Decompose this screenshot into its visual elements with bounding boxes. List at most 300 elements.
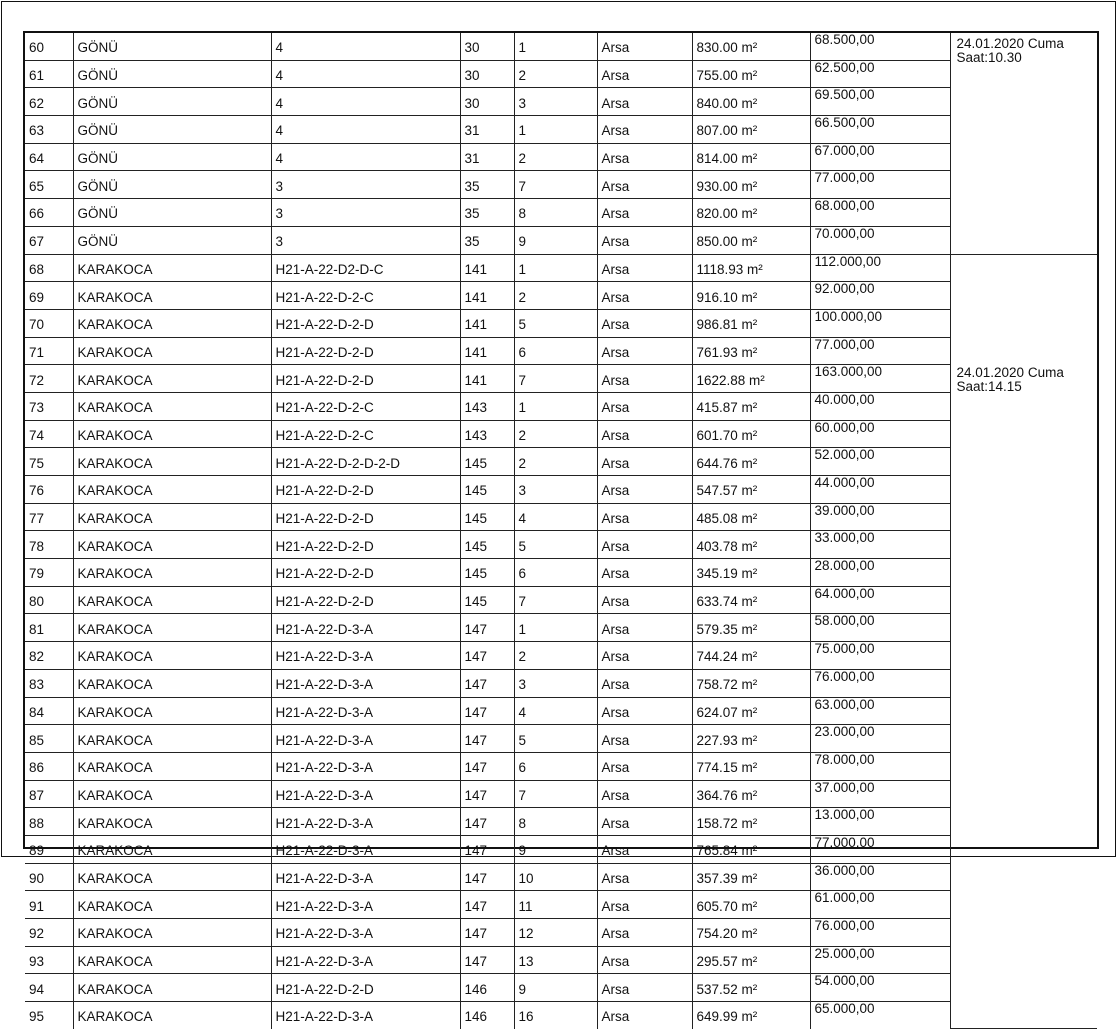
block-cell: 147 xyxy=(460,642,514,670)
price-cell: 62.500,00 xyxy=(810,60,950,88)
table-row xyxy=(25,226,1097,254)
type-cell: Arsa xyxy=(597,226,692,254)
map-sheet-cell: 4 xyxy=(271,33,460,60)
block-cell: 147 xyxy=(460,752,514,780)
map-sheet-cell: H21-A-22-D-3-A xyxy=(271,642,460,670)
map-sheet-cell: H21-A-22-D-3-A xyxy=(271,780,460,808)
parcel-cell: 7 xyxy=(514,365,597,393)
map-sheet-cell: 4 xyxy=(271,88,460,116)
area-cell: 1622.88 m² xyxy=(692,365,810,393)
type-cell: Arsa xyxy=(597,808,692,836)
neighborhood-cell: KARAKOCA xyxy=(73,974,271,1002)
neighborhood-cell: KARAKOCA xyxy=(73,254,271,282)
table-row xyxy=(25,614,1097,642)
table-row xyxy=(25,725,1097,753)
price-cell: 163.000,00 xyxy=(810,365,950,393)
price-cell: 66.500,00 xyxy=(810,116,950,144)
price-cell: 76.000,00 xyxy=(810,919,950,947)
area-cell: 754.20 m² xyxy=(692,919,810,947)
area-cell: 547.57 m² xyxy=(692,476,810,504)
table-row xyxy=(25,503,1097,531)
area-cell: 403.78 m² xyxy=(692,531,810,559)
neighborhood-cell: KARAKOCA xyxy=(73,669,271,697)
price-cell: 100.000,00 xyxy=(810,309,950,337)
map-sheet-cell: H21-A-22-D-2-C xyxy=(271,392,460,420)
table-row xyxy=(25,199,1097,227)
parcel-cell: 5 xyxy=(514,531,597,559)
table-row xyxy=(25,116,1097,144)
type-cell: Arsa xyxy=(597,309,692,337)
price-cell: 70.000,00 xyxy=(810,226,950,254)
auction-table-sheet xyxy=(23,31,1099,1025)
area-cell: 415.87 m² xyxy=(692,392,810,420)
row-number: 66 xyxy=(25,199,73,227)
row-number: 91 xyxy=(25,891,73,919)
area-cell: 930.00 m² xyxy=(692,171,810,199)
row-number: 71 xyxy=(25,337,73,365)
table-row xyxy=(25,282,1097,310)
neighborhood-cell: KARAKOCA xyxy=(73,337,271,365)
neighborhood-cell: KARAKOCA xyxy=(73,365,271,393)
area-cell: 1118.93 m² xyxy=(692,254,810,282)
neighborhood-cell: KARAKOCA xyxy=(73,780,271,808)
map-sheet-cell: 4 xyxy=(271,116,460,144)
price-cell: 69.500,00 xyxy=(810,88,950,116)
neighborhood-cell: KARAKOCA xyxy=(73,808,271,836)
price-cell: 28.000,00 xyxy=(810,559,950,587)
parcel-cell: 1 xyxy=(514,392,597,420)
parcel-cell: 2 xyxy=(514,642,597,670)
type-cell: Arsa xyxy=(597,863,692,891)
price-cell: 33.000,00 xyxy=(810,531,950,559)
parcel-cell: 1 xyxy=(514,33,597,60)
type-cell: Arsa xyxy=(597,835,692,863)
map-sheet-cell: 4 xyxy=(271,143,460,171)
map-sheet-cell: H21-A-22-D-3-A xyxy=(271,863,460,891)
price-cell: 68.500,00 xyxy=(810,33,950,60)
block-cell: 147 xyxy=(460,808,514,836)
table-row xyxy=(25,420,1097,448)
row-number: 74 xyxy=(25,420,73,448)
neighborhood-cell: GÖNÜ xyxy=(73,60,271,88)
area-cell: 649.99 m² xyxy=(692,1002,810,1029)
type-cell: Arsa xyxy=(597,254,692,282)
type-cell: Arsa xyxy=(597,919,692,947)
block-cell: 35 xyxy=(460,171,514,199)
price-cell: 67.000,00 xyxy=(810,143,950,171)
row-number: 90 xyxy=(25,863,73,891)
table-row xyxy=(25,808,1097,836)
block-cell: 147 xyxy=(460,946,514,974)
parcel-cell: 3 xyxy=(514,669,597,697)
map-sheet-cell: H21-A-22-D-3-A xyxy=(271,891,460,919)
type-cell: Arsa xyxy=(597,891,692,919)
neighborhood-cell: KARAKOCA xyxy=(73,752,271,780)
type-cell: Arsa xyxy=(597,503,692,531)
map-sheet-cell: H21-A-22-D-3-A xyxy=(271,835,460,863)
area-cell: 357.39 m² xyxy=(692,863,810,891)
block-cell: 145 xyxy=(460,559,514,587)
neighborhood-cell: KARAKOCA xyxy=(73,697,271,725)
block-cell: 141 xyxy=(460,282,514,310)
parcel-cell: 1 xyxy=(514,614,597,642)
map-sheet-cell: H21-A-22-D-2-D xyxy=(271,559,460,587)
neighborhood-cell: KARAKOCA xyxy=(73,476,271,504)
type-cell: Arsa xyxy=(597,420,692,448)
area-cell: 807.00 m² xyxy=(692,116,810,144)
table-row xyxy=(25,1002,1097,1029)
type-cell: Arsa xyxy=(597,614,692,642)
row-number: 94 xyxy=(25,974,73,1002)
price-cell: 65.000,00 xyxy=(810,1002,950,1029)
price-cell: 58.000,00 xyxy=(810,614,950,642)
row-number: 60 xyxy=(25,33,73,60)
neighborhood-cell: GÖNÜ xyxy=(73,143,271,171)
block-cell: 146 xyxy=(460,1002,514,1029)
map-sheet-cell: H21-A-22-D2-D-C xyxy=(271,254,460,282)
block-cell: 145 xyxy=(460,448,514,476)
area-cell: 633.74 m² xyxy=(692,586,810,614)
neighborhood-cell: GÖNÜ xyxy=(73,88,271,116)
parcel-cell: 5 xyxy=(514,309,597,337)
parcel-cell: 4 xyxy=(514,503,597,531)
parcel-cell: 1 xyxy=(514,116,597,144)
map-sheet-cell: H21-A-22-D-2-D xyxy=(271,531,460,559)
price-cell: 76.000,00 xyxy=(810,669,950,697)
price-cell: 54.000,00 xyxy=(810,974,950,1002)
area-cell: 814.00 m² xyxy=(692,143,810,171)
price-cell: 77.000,00 xyxy=(810,835,950,863)
map-sheet-cell: 3 xyxy=(271,199,460,227)
neighborhood-cell: KARAKOCA xyxy=(73,531,271,559)
area-cell: 364.76 m² xyxy=(692,780,810,808)
row-number: 89 xyxy=(25,835,73,863)
table-row xyxy=(25,835,1097,863)
row-number: 95 xyxy=(25,1002,73,1029)
block-cell: 145 xyxy=(460,476,514,504)
neighborhood-cell: KARAKOCA xyxy=(73,835,271,863)
area-cell: 601.70 m² xyxy=(692,420,810,448)
block-cell: 143 xyxy=(460,392,514,420)
block-cell: 35 xyxy=(460,226,514,254)
row-number: 64 xyxy=(25,143,73,171)
parcel-cell: 9 xyxy=(514,974,597,1002)
area-cell: 765.84 m² xyxy=(692,835,810,863)
price-cell: 68.000,00 xyxy=(810,199,950,227)
type-cell: Arsa xyxy=(597,642,692,670)
parcel-cell: 2 xyxy=(514,448,597,476)
parcel-cell: 1 xyxy=(514,254,597,282)
block-cell: 30 xyxy=(460,60,514,88)
type-cell: Arsa xyxy=(597,780,692,808)
row-number: 61 xyxy=(25,60,73,88)
block-cell: 141 xyxy=(460,254,514,282)
block-cell: 145 xyxy=(460,503,514,531)
area-cell: 624.07 m² xyxy=(692,697,810,725)
auction-date: 24.01.2020 Cuma xyxy=(956,36,1064,51)
area-cell: 644.76 m² xyxy=(692,448,810,476)
table-row xyxy=(25,60,1097,88)
neighborhood-cell: KARAKOCA xyxy=(73,586,271,614)
type-cell: Arsa xyxy=(597,476,692,504)
table-row xyxy=(25,919,1097,947)
parcel-cell: 7 xyxy=(514,780,597,808)
price-cell: 23.000,00 xyxy=(810,725,950,753)
price-cell: 44.000,00 xyxy=(810,476,950,504)
parcel-cell: 8 xyxy=(514,199,597,227)
neighborhood-cell: KARAKOCA xyxy=(73,614,271,642)
parcel-cell: 2 xyxy=(514,60,597,88)
table-row xyxy=(25,586,1097,614)
row-number: 69 xyxy=(25,282,73,310)
table-row xyxy=(25,143,1097,171)
neighborhood-cell: KARAKOCA xyxy=(73,863,271,891)
neighborhood-cell: KARAKOCA xyxy=(73,1002,271,1029)
parcel-cell: 11 xyxy=(514,891,597,919)
table-row xyxy=(25,863,1097,891)
neighborhood-cell: KARAKOCA xyxy=(73,392,271,420)
row-number: 65 xyxy=(25,171,73,199)
type-cell: Arsa xyxy=(597,171,692,199)
map-sheet-cell: H21-A-22-D-2-D xyxy=(271,309,460,337)
auction-date-cell xyxy=(950,33,1097,254)
area-cell: 345.19 m² xyxy=(692,559,810,587)
map-sheet-cell: H21-A-22-D-3-A xyxy=(271,752,460,780)
parcel-cell: 12 xyxy=(514,919,597,947)
row-number: 78 xyxy=(25,531,73,559)
map-sheet-cell: 3 xyxy=(271,226,460,254)
table-row xyxy=(25,642,1097,670)
area-cell: 830.00 m² xyxy=(692,33,810,60)
parcel-cell: 10 xyxy=(514,863,597,891)
type-cell: Arsa xyxy=(597,586,692,614)
price-cell: 92.000,00 xyxy=(810,282,950,310)
parcel-cell: 2 xyxy=(514,143,597,171)
table-row xyxy=(25,697,1097,725)
neighborhood-cell: KARAKOCA xyxy=(73,946,271,974)
row-number: 88 xyxy=(25,808,73,836)
table-row xyxy=(25,531,1097,559)
area-cell: 820.00 m² xyxy=(692,199,810,227)
table-row xyxy=(25,337,1097,365)
row-number: 75 xyxy=(25,448,73,476)
area-cell: 485.08 m² xyxy=(692,503,810,531)
map-sheet-cell: H21-A-22-D-3-A xyxy=(271,614,460,642)
table-row xyxy=(25,392,1097,420)
neighborhood-cell: KARAKOCA xyxy=(73,725,271,753)
parcel-cell: 7 xyxy=(514,586,597,614)
type-cell: Arsa xyxy=(597,337,692,365)
table-row xyxy=(25,309,1097,337)
neighborhood-cell: KARAKOCA xyxy=(73,282,271,310)
map-sheet-cell: H21-A-22-D-2-D xyxy=(271,974,460,1002)
row-number: 87 xyxy=(25,780,73,808)
area-cell: 840.00 m² xyxy=(692,88,810,116)
type-cell: Arsa xyxy=(597,392,692,420)
map-sheet-cell: H21-A-22-D-2-D xyxy=(271,476,460,504)
block-cell: 146 xyxy=(460,974,514,1002)
type-cell: Arsa xyxy=(597,669,692,697)
parcel-cell: 7 xyxy=(514,171,597,199)
type-cell: Arsa xyxy=(597,448,692,476)
block-cell: 147 xyxy=(460,725,514,753)
map-sheet-cell: H21-A-22-D-3-A xyxy=(271,669,460,697)
area-cell: 158.72 m² xyxy=(692,808,810,836)
type-cell: Arsa xyxy=(597,531,692,559)
type-cell: Arsa xyxy=(597,282,692,310)
map-sheet-cell: H21-A-22-D-2-D xyxy=(271,586,460,614)
map-sheet-cell: H21-A-22-D-2-D xyxy=(271,503,460,531)
row-number: 82 xyxy=(25,642,73,670)
parcel-cell: 9 xyxy=(514,835,597,863)
row-number: 80 xyxy=(25,586,73,614)
neighborhood-cell: KARAKOCA xyxy=(73,642,271,670)
row-number: 83 xyxy=(25,669,73,697)
type-cell: Arsa xyxy=(597,559,692,587)
price-cell: 40.000,00 xyxy=(810,392,950,420)
parcel-cell: 2 xyxy=(514,282,597,310)
map-sheet-cell: H21-A-22-D-3-A xyxy=(271,697,460,725)
price-cell: 77.000,00 xyxy=(810,337,950,365)
price-cell: 13.000,00 xyxy=(810,808,950,836)
parcel-cell: 3 xyxy=(514,476,597,504)
block-cell: 30 xyxy=(460,88,514,116)
table-row xyxy=(25,365,1097,393)
block-cell: 147 xyxy=(460,780,514,808)
row-number: 76 xyxy=(25,476,73,504)
map-sheet-cell: 3 xyxy=(271,171,460,199)
area-cell: 744.24 m² xyxy=(692,642,810,670)
parcel-cell: 13 xyxy=(514,946,597,974)
neighborhood-cell: GÖNÜ xyxy=(73,199,271,227)
parcel-cell: 16 xyxy=(514,1002,597,1029)
table-row xyxy=(25,88,1097,116)
table-row xyxy=(25,254,1097,282)
block-cell: 147 xyxy=(460,669,514,697)
map-sheet-cell: H21-A-22-D-3-A xyxy=(271,808,460,836)
neighborhood-cell: KARAKOCA xyxy=(73,309,271,337)
price-cell: 78.000,00 xyxy=(810,752,950,780)
auction-time: Saat:14.15 xyxy=(956,378,1022,394)
table-row xyxy=(25,780,1097,808)
row-number: 85 xyxy=(25,725,73,753)
map-sheet-cell: H21-A-22-D-2-D-2-D xyxy=(271,448,460,476)
parcel-cell: 8 xyxy=(514,808,597,836)
neighborhood-cell: GÖNÜ xyxy=(73,33,271,60)
block-cell: 141 xyxy=(460,365,514,393)
parcel-table xyxy=(25,33,1097,1029)
block-cell: 147 xyxy=(460,863,514,891)
table-row xyxy=(25,974,1097,1002)
parcel-cell: 2 xyxy=(514,420,597,448)
type-cell: Arsa xyxy=(597,33,692,60)
row-number: 62 xyxy=(25,88,73,116)
type-cell: Arsa xyxy=(597,143,692,171)
row-number: 84 xyxy=(25,697,73,725)
type-cell: Arsa xyxy=(597,199,692,227)
area-cell: 579.35 m² xyxy=(692,614,810,642)
area-cell: 774.15 m² xyxy=(692,752,810,780)
area-cell: 605.70 m² xyxy=(692,891,810,919)
parcel-cell: 9 xyxy=(514,226,597,254)
parcel-cell: 6 xyxy=(514,559,597,587)
block-cell: 141 xyxy=(460,337,514,365)
map-sheet-cell: H21-A-22-D-2-D xyxy=(271,365,460,393)
block-cell: 145 xyxy=(460,586,514,614)
auction-date-cell xyxy=(950,254,1097,1029)
parcel-cell: 3 xyxy=(514,88,597,116)
neighborhood-cell: GÖNÜ xyxy=(73,226,271,254)
parcel-cell: 4 xyxy=(514,697,597,725)
block-cell: 31 xyxy=(460,116,514,144)
map-sheet-cell: H21-A-22-D-2-C xyxy=(271,282,460,310)
parcel-cell: 6 xyxy=(514,752,597,780)
area-cell: 850.00 m² xyxy=(692,226,810,254)
type-cell: Arsa xyxy=(597,725,692,753)
type-cell: Arsa xyxy=(597,697,692,725)
table-row xyxy=(25,891,1097,919)
area-cell: 986.81 m² xyxy=(692,309,810,337)
row-number: 93 xyxy=(25,946,73,974)
block-cell: 141 xyxy=(460,309,514,337)
table-row xyxy=(25,559,1097,587)
neighborhood-cell: KARAKOCA xyxy=(73,448,271,476)
row-number: 67 xyxy=(25,226,73,254)
price-cell: 63.000,00 xyxy=(810,697,950,725)
type-cell: Arsa xyxy=(597,752,692,780)
map-sheet-cell: 4 xyxy=(271,60,460,88)
map-sheet-cell: H21-A-22-D-3-A xyxy=(271,725,460,753)
map-sheet-cell: H21-A-22-D-3-A xyxy=(271,946,460,974)
neighborhood-cell: KARAKOCA xyxy=(73,559,271,587)
table-row xyxy=(25,946,1097,974)
neighborhood-cell: GÖNÜ xyxy=(73,116,271,144)
block-cell: 147 xyxy=(460,697,514,725)
type-cell: Arsa xyxy=(597,946,692,974)
price-cell: 61.000,00 xyxy=(810,891,950,919)
area-cell: 537.52 m² xyxy=(692,974,810,1002)
price-cell: 77.000,00 xyxy=(810,171,950,199)
type-cell: Arsa xyxy=(597,60,692,88)
row-number: 79 xyxy=(25,559,73,587)
map-sheet-cell: H21-A-22-D-3-A xyxy=(271,919,460,947)
neighborhood-cell: KARAKOCA xyxy=(73,891,271,919)
area-cell: 761.93 m² xyxy=(692,337,810,365)
row-number: 63 xyxy=(25,116,73,144)
map-sheet-cell: H21-A-22-D-2-D xyxy=(271,337,460,365)
price-cell: 64.000,00 xyxy=(810,586,950,614)
row-number: 70 xyxy=(25,309,73,337)
parcel-cell: 5 xyxy=(514,725,597,753)
price-cell: 39.000,00 xyxy=(810,503,950,531)
row-number: 86 xyxy=(25,752,73,780)
block-cell: 147 xyxy=(460,835,514,863)
parcel-table-body xyxy=(25,33,1097,1029)
neighborhood-cell: GÖNÜ xyxy=(73,171,271,199)
block-cell: 147 xyxy=(460,919,514,947)
price-cell: 60.000,00 xyxy=(810,420,950,448)
map-sheet-cell: H21-A-22-D-2-C xyxy=(271,420,460,448)
block-cell: 145 xyxy=(460,531,514,559)
block-cell: 147 xyxy=(460,891,514,919)
neighborhood-cell: KARAKOCA xyxy=(73,420,271,448)
auction-time: Saat:10.30 xyxy=(956,50,1022,65)
block-cell: 30 xyxy=(460,33,514,60)
type-cell: Arsa xyxy=(597,116,692,144)
area-cell: 295.57 m² xyxy=(692,946,810,974)
row-number: 92 xyxy=(25,919,73,947)
area-cell: 916.10 m² xyxy=(692,282,810,310)
